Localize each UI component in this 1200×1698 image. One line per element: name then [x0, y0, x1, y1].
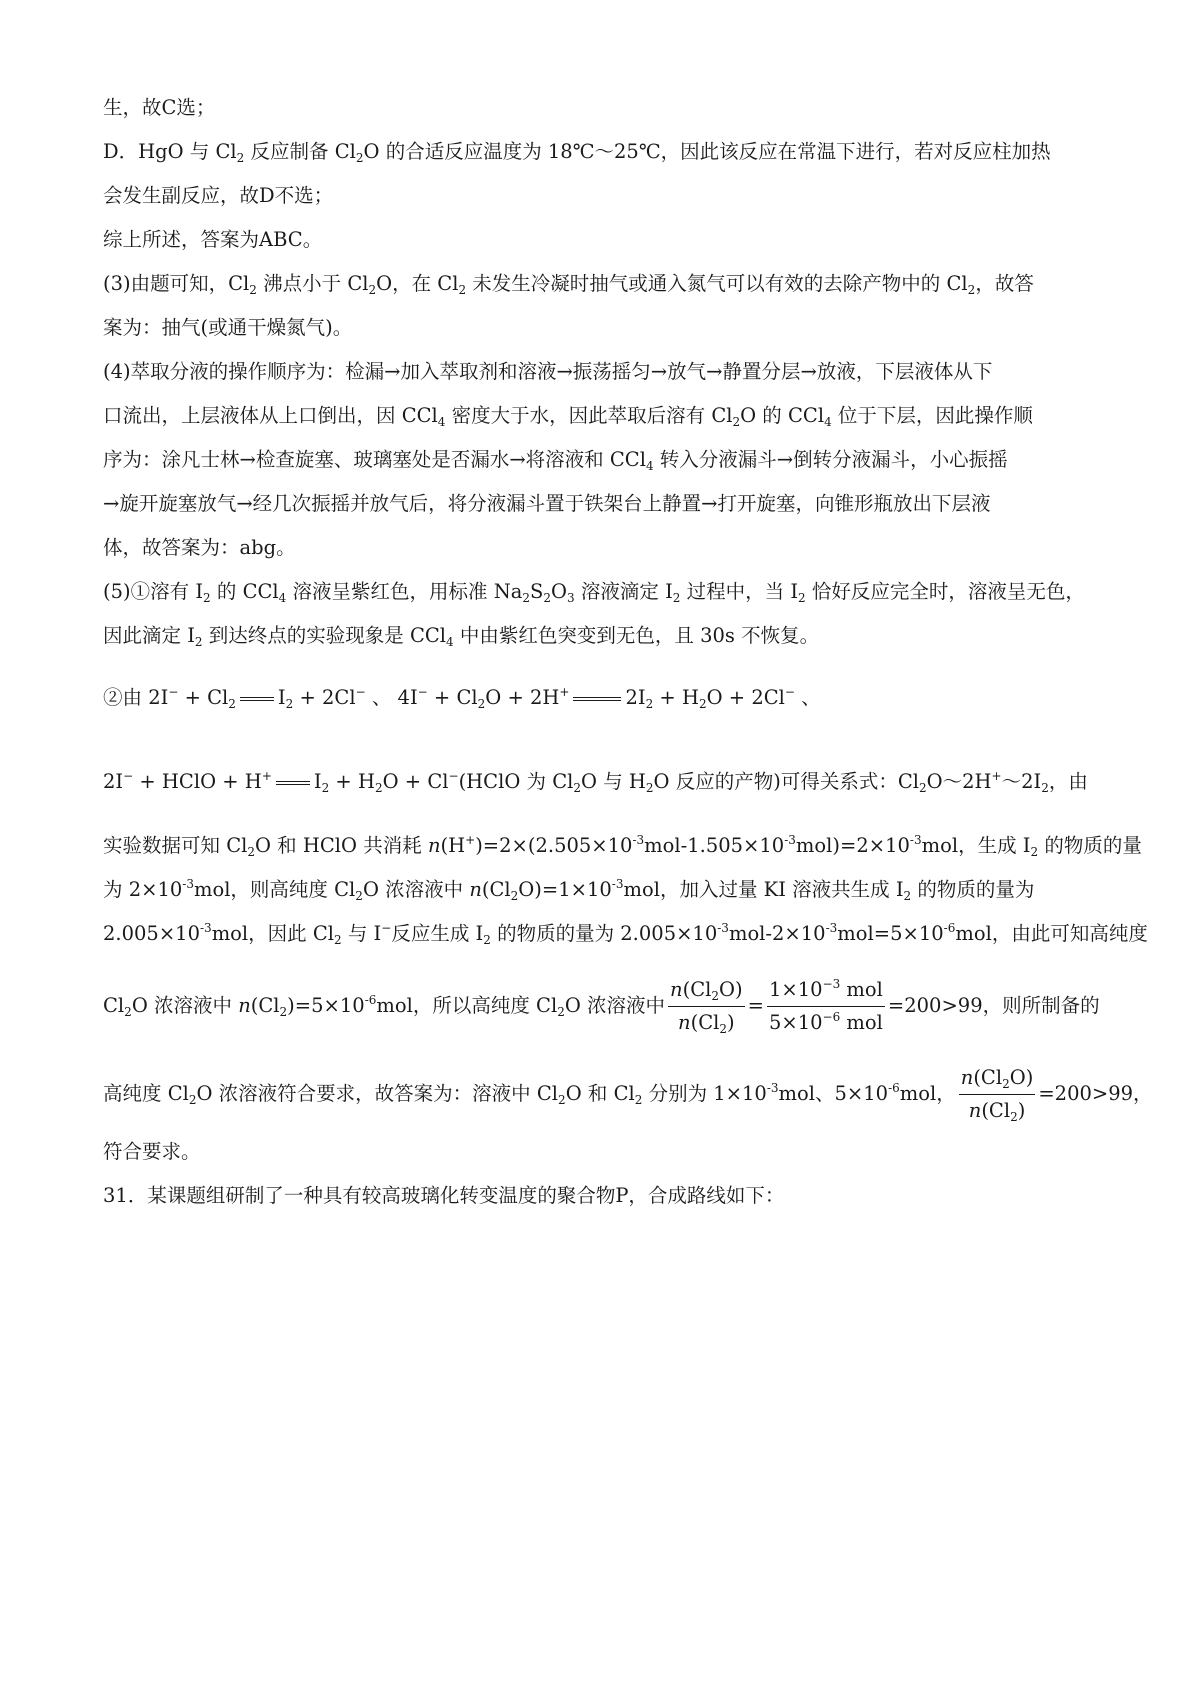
text-line-21: 符合要求。 — [103, 1140, 201, 1163]
text-line-1: 生，故C选； — [103, 96, 216, 119]
text-line-5: (3)由题可知，$Cl_2$ 沸点小于 $Cl_2O$，在 $Cl_2$ 未发生冷凝时抽气或通入氮气可以有效的去除产物中的 $Cl_2$，故答 — [103, 272, 1034, 297]
text-line-16: 实验数据可知 $Cl_2O$ 和 HClO 共消耗 $n(H^+)=2\times(2.505\times 10^{-3}mol-1.505\times 10^{-3}mol)=2\times 10^{-3}mol$，生成 $I_2$ 的物质的量 — [103, 833, 1142, 859]
text-line-2: D．HgO 与 $Cl_2$ 反应制备 $Cl_2O$ 的合适反应温度为 18℃～25℃，因此该反应在常温下进行，若对反应柱加热 — [103, 140, 1051, 165]
equation-line-1: ②由 $2I^- + Cl_2$ $I_2 + 2Cl^-$ 、 $4I^- + Cl_2O + 2H^+$ $2I_2 + H_2O + 2Cl^-$ 、 — [103, 685, 821, 711]
text-line-4: 综上所述，答案为ABC。 — [103, 228, 323, 251]
text-line-17: 为 $2\times 10^{-3}mol$，则高纯度 $Cl_2O$ 浓溶液中 $n(Cl_2O)=1\times 10^{-3}mol$，加入过量 KI 溶液共生成 $I_2$ 的物质的量为 — [103, 877, 1035, 903]
equation-line-2: 2I− + HClO + H+ $I_2 + H_2O$ + Cl−(HClO 为 $Cl_2O$ 与 $H_2O$ 反应的产物)可得关系式：$Cl_2O\sim 2H^+\sim 2I_2$，由 — [103, 769, 1088, 795]
text-line-20: 高纯度 $Cl_2O$ 浓溶液符合要求，故答案为：溶液中 $Cl_2O$ 和 $Cl_2$ 分别为 $1\times 10^{-3}mol$、$5\times 10^{-6}mol$， $\frac{n(Cl_2O)}{n(Cl_2)}$ =200>99， — [103, 1066, 1153, 1124]
text-line-10: →旋开旋塞放气→经几次振摇并放气后，将分液漏斗置于铁架台上静置→打开旋塞，向锥形瓶放出下层液 — [103, 492, 991, 515]
text-line-6: 案为：抽气(或通干燥氮气)。 — [103, 316, 353, 339]
text-line-18: $2.005\times 10^{-3}mol$，因此 $Cl_2$ 与 I−反应生成 $I_2$ 的物质的量为 $2.005\times 10^{-3}mol-2\times 10^{-3}mol=5\times 10^{-6}mol$，由此可知高纯度 — [103, 921, 1148, 947]
text-line-19: $Cl_2O$ 浓溶液中 $n(Cl_2)=5\times 10^{-6}mol$，所以高纯度 $Cl_2O$ 浓溶液中 $\frac{n(Cl_2O)}{n(Cl_2)}$ = $\frac{1\times 10^{-3} mol}{5\times 10^{-6} mol}$ =200>99，则所制备的 — [103, 977, 1100, 1036]
text-line-11: 体，故答案为：abg。 — [103, 536, 296, 559]
text-line-8: 口流出，上层液体从上口倒出，因 CCl$_4$ 密度大于水，因此萃取后溶有 $Cl_2O$ 的 CCl$_4$ 位于下层，因此操作顺 — [103, 404, 1033, 429]
text-line-7: (4)萃取分液的操作顺序为：检漏→加入萃取剂和溶液→振荡摇匀→放气→静置分层→放液，下层液体从下 — [103, 360, 993, 383]
text-line-22: 31．某课题组研制了一种具有较高玻璃化转变温度的聚合物P，合成路线如下： — [103, 1184, 785, 1207]
text-line-9: 序为：涂凡士林→检查旋塞、玻璃塞处是否漏水→将溶液和 CCl$_4$ 转入分液漏斗→倒转分液漏斗，小心振摇 — [103, 448, 1008, 473]
text-line-13: 因此滴定 $I_2$ 到达终点的实验现象是 CCl$_4$ 中由紫红色突变到无色，且 30s 不恢复。 — [103, 624, 820, 649]
text-line-12: (5)①溶有 $I_2$ 的 CCl$_4$ 溶液呈紫红色，用标准 $Na_2S_2O_3$ 溶液滴定 $I_2$ 过程中，当 $I_2$ 恰好反应完全时，溶液呈无色， — [103, 580, 1085, 605]
text-line-3: 会发生副反应，故D不选； — [103, 184, 334, 207]
